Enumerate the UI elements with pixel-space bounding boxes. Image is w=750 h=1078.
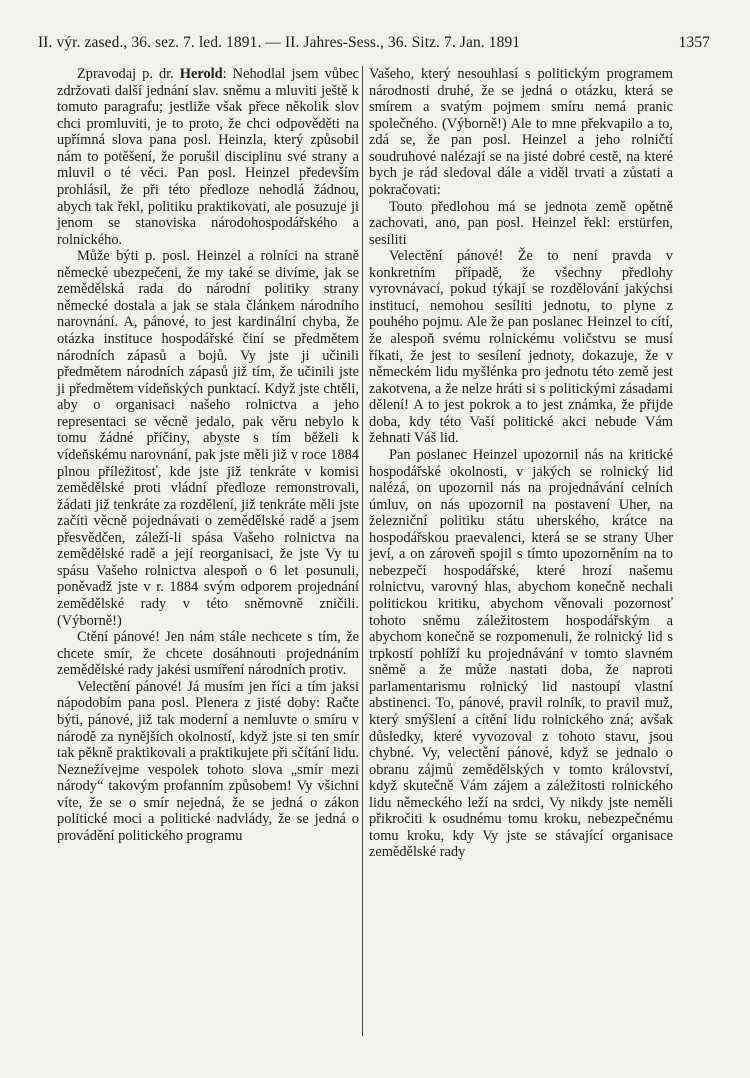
paragraph: Velectění pánové! Já musím jen říci a tím jaksi nápodobím pana posl. Plenera z jisté doby: Račte býti, pánové, již tak moderní a nemluvte o smíru v národě za nynějších okolností, když jste si ten smír tak pěkně praktikovali a praktikujete při sčítání lidu. Neznežívejme vespolek tohoto slova „smír mezi národy“ takovým profanním způsobem! Vy všichni víte, že se o smír nejedná, že se jedná o zákon politické moci a politické nadvlády, že se jedná o provádění politického programu: [57, 678, 359, 844]
paragraph: Touto předlohou má se jednota země opětně zachovati, ano, pan posl. Heinzel řekl: erstürfen, sesiliti: [369, 198, 673, 248]
paragraph: Ctění pánové! Jen nám stále nechcete s tím, že chcete smír, že chcete dosáhnouti projednáním zemědělské rady jakési usmíření národních protiv.: [57, 629, 359, 679]
right-column: [369, 66, 673, 861]
left-column: [57, 66, 359, 844]
running-head: II. výr. zased., 36. sez. 7. led. 1891. — II. Jahres-Sess., 36. Sitz. 7. Jan. 1891: [38, 34, 521, 51]
paragraph: Vašeho, který nesouhlasí s politickým programem národnosti druhé, že se jedná o otázku, která se smírem a svatým pojmem smíru nemá pranic společného. (Výborně!) Ale to mne překvapilo a to, zdá se, že pan posl. Heinzel a jeho rolničtí soudruhové nalézají se na jisté dobré cestě, na které bych je rád sledoval dále a viděl trvati a zůstati a pokračovati:: [369, 66, 673, 198]
speaker-name: Herold: [179, 66, 223, 82]
paragraph: Pan poslanec Heinzel upozornil nás na kritické hospodářské okolnosti, v jakých se rolnický lid nalézá, on upozornil nás na projednávání celních úmluv, on nás upozornil na postavení Uher, na železniční politiku státu uherského, krátce na hospodářskou praevalenci, která se se strany Uher jeví, a on zároveň spojil s tímto upozorněním na to nebezpečí hospodářské, které hrozí našemu rolnictvu, varovný hlas, abychom konečně nechali politickou kritiku, abychom věnovali pozornosť tohoto sněmu záležitostem hospodářským a abychom konečně se rozpomenuli, že rolnický lid s trpkostí pohlíží ku projednávání v tomto slavném sněmě a že může nastati doba, že naproti parlamentarismu rolnický lid nastoupí vlastní abstinenci. To, pánové, pravil rolník, to pravil muž, který smýšlení a cítění lidu rolnického zná; avšak důsledky, které vyvozoval z tohoto stavu, jsou chybné. Vy, velectění pánové, když se jednalo o obranu zájmů zemědělských v tomto království, když skutečně Vám zájem a záležitosti rolnického lidu německého leží na srdci, Vy nikdy jste neměli přikročiti k osudnému tomu kroku, nebezpečnému tomu kroku, kdy Vy jste se stávající organisace zemědělské rady: [369, 446, 673, 861]
paragraph: Zpravodaj p. dr. Herold: Nehodlal jsem vůbec zdržovati další jednání slav. sněmu a mluviti ještě k tomuto paragrafu; jestliže však přece několik slov chci promluviti, je to proto, že chci odpověděti na upřímná slova pana posl. Heinzla, který způsobil nám to potěšení, že porušil disciplinu své strany a mluvil o té věci. Pan posl. Heinzel především prohlásil, že při této předloze nehodlá žádnou, abych tak řekl, politiku praktikovati, ale posuzuje ji jenom se stanoviska národohospodářského a rolnického.: [57, 66, 359, 248]
paragraph: Velectění pánové! Že to není pravda v konkretním případě, že všechny předlohy vyrovnávací, pokud týkají se rozdělování jakýchsi institucí, nemohou sesíliti jednotu, to plyne z pouhého pojmu. Ale že pan poslanec Heinzel to cítí, že alespoň svému rolnickému voličstvu se musí říkati, že jest to sesílení jednoty, dokazuje, že v německém lidu myšlénka pro jednotu této země jest zakotvena, a že nelze hráti si s politickými zásadami dělení! A to jest pokrok a to jest známka, že přijde doba, kdy této Vaší politické akci nebude Vám žehnati Váš lid.: [369, 248, 673, 447]
paragraph: Může býti p. posl. Heinzel a rolníci na straně německé ubezpečeni, že my také se divíme, jak se zemědělská rada do národní politiky strany německé dostala a jak se stala článkem národního narovnání. A, pánové, to jest kardinální chyba, že otázka instituce hospodářské činí se předmětem národních zápasů a bojů. Vy jste ji učinili předmětem národních zápasů již tím, že učinili jste ji předmětem vídeňských punktací. Když jste chtěli, aby o organisaci našeho rolnictva a jeho representaci se věcně jedalo, pak věru nebylo k tomu žádné příčiny, abyste s tím běželi k vídeňskému narovnání, pak jste měli již v roce 1884 plnou příležitosť, kde jste již tenkráte v komisi zemědělské proti vládní předloze remonstrovali, žádati již tenkráte za rozdělení, již tenkráte měli jste začíti věcně pojednávati o zemědělské radě a jsem přesvědčen, záleží-li spása Vašeho rolnictva na zemědělské radě a její reorganisaci, že jste Vy tu spásu Vašeho rolnictva alespoň o 6 let posunuli, poněvadž jste v r. 1884 svým odporem projednání zemědělské rady v této sněmovně zničili. (Výborně!): [57, 248, 359, 629]
page-number: 1357: [678, 34, 710, 51]
column-divider: [362, 66, 363, 1036]
page-header: [38, 34, 710, 56]
